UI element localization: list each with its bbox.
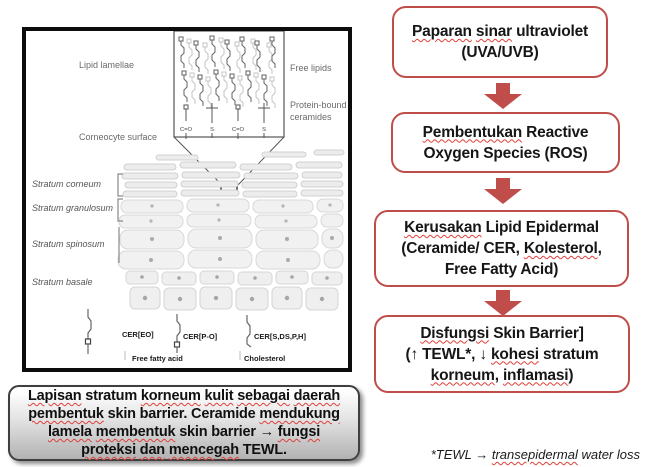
flow-box-lipid-line-1: Kerusakan Lipid Epidermal	[404, 219, 599, 236]
corneocyte-surface-label: Corneocyte surface	[79, 132, 158, 142]
stratum-spinosum-label: Stratum spinosum	[32, 239, 105, 249]
flow-box-ros-line-1: Pembentukan Reactive	[422, 123, 589, 141]
stratum-corneum-label: Stratum corneum	[32, 179, 102, 189]
down-arrow-icon	[482, 290, 524, 316]
caption-line-1: Lapisan stratum korneum kulit sebagai daerah	[28, 388, 340, 404]
down-arrow-icon	[482, 83, 524, 109]
stratum-granulosum-label: Stratum granulosum	[32, 203, 114, 213]
flow-box-dysfunction-line-2: (↑ TEWL*, ↓ kohesi stratum	[405, 345, 599, 363]
cer-po-label: CER[P-O]	[183, 332, 218, 341]
cholesterol-label: Cholesterol	[244, 354, 286, 363]
skin-diagram	[26, 31, 348, 368]
flow-box-lipid-line-2: (Ceramide/ CER, Kolesterol,	[401, 240, 602, 257]
free-fatty-acid-label: Free fatty acid	[132, 354, 183, 363]
caption-box	[8, 385, 360, 461]
stratum-corneum-cells	[122, 150, 344, 197]
protein-bound-label-1: Protein-bound	[290, 100, 347, 110]
caption-line-3: lamela membentuk skin barrier → fungsi	[47, 424, 321, 440]
flow-box-lipid-damage	[374, 210, 629, 287]
flow-box-lipid-line-3: Free Fatty Acid)	[444, 261, 559, 278]
flow-box-uv-line-1: Paparan sinar ultraviolet	[412, 23, 588, 40]
stratum-granulosum-cells	[119, 199, 343, 228]
stratum-basale-label: Stratum basale	[32, 277, 93, 287]
tewl-footnote: *TEWL → transepidermal water loss	[430, 447, 640, 462]
stratum-basale-cells	[126, 271, 342, 310]
flow-box-ros-line-2: Oxygen Species (ROS)	[423, 144, 588, 162]
ceramide-glyphs	[86, 309, 252, 354]
lipid-lamellae-label: Lipid lamellae	[79, 60, 135, 70]
flow-box-dysfunction-line-3: korneum, inflamasi)	[430, 366, 574, 384]
cer-sdsph-label: CER[S,DS,P,H]	[254, 332, 306, 341]
down-arrow-icon	[482, 178, 524, 204]
co-label-2: C=O	[231, 127, 245, 133]
caption-line-2: pembentuk skin barrier. Ceramide mendukung	[28, 406, 340, 422]
stratum-spinosum-cells	[118, 229, 343, 269]
free-lipids-label: Free lipids	[290, 63, 332, 73]
flow-box-uv-line-2: (UVA/UVB)	[461, 44, 539, 61]
caption-line-4: proteksi dan mencegah TEWL.	[81, 442, 287, 458]
flow-box-uv-exposure	[392, 6, 608, 78]
protein-bound-label-2: ceramides	[290, 112, 332, 122]
s-label-1: S	[210, 127, 214, 133]
skin-diagram-frame	[22, 27, 352, 372]
flow-box-skin-barrier-dysfunction	[374, 315, 630, 393]
flow-box-dysfunction-line-1: Disfungsi Skin Barrier]	[420, 324, 584, 342]
cer-eo-label: CER[EO]	[122, 330, 154, 339]
co-label-1: C=O	[179, 127, 193, 133]
flow-box-ros-formation	[391, 112, 620, 173]
s-label-2: S	[262, 127, 266, 133]
